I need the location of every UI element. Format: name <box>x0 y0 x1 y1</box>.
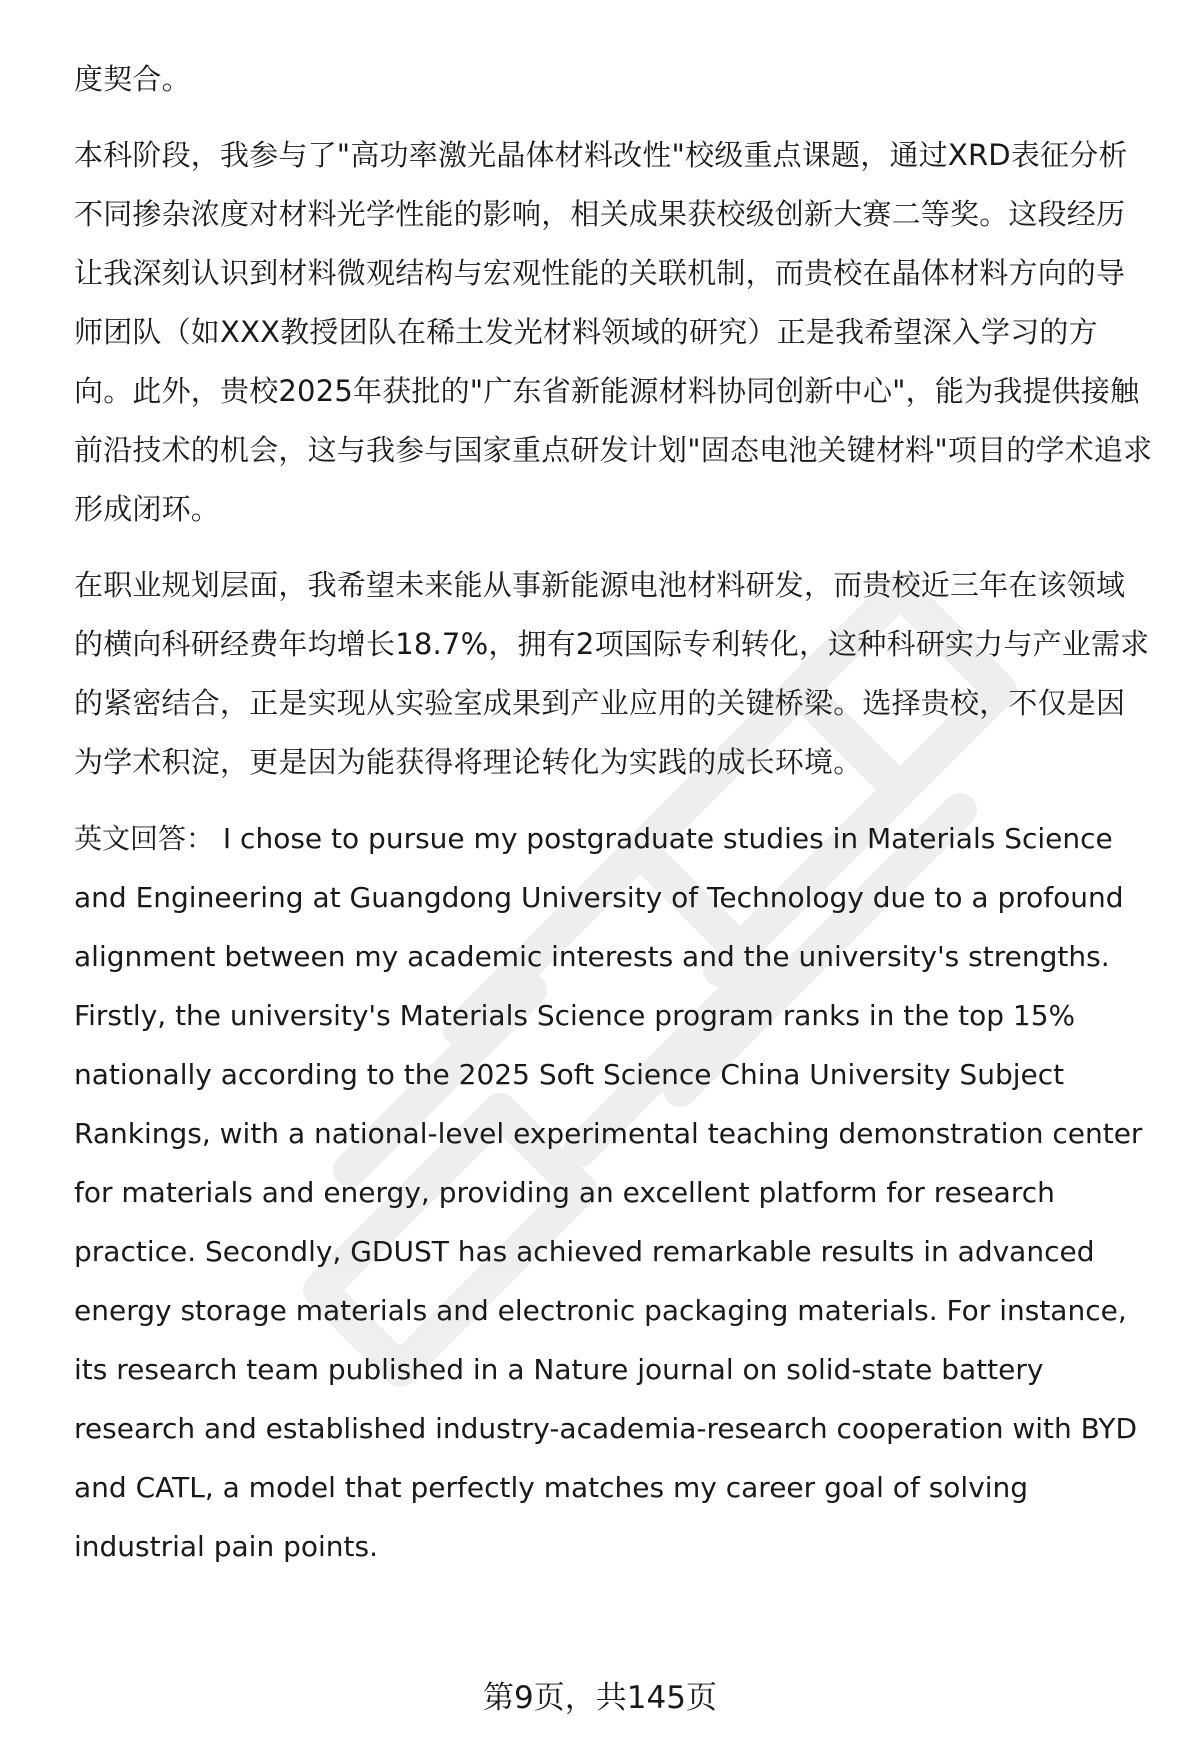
page-number: 第9页，共145页 <box>483 1680 717 1716</box>
paragraph-intro-end: 度契合。 <box>74 62 191 96</box>
paragraph-english-answer: 英文回答： I chose to pursue my postgraduate studies in Materials Science and Engineering at Guangdong University of Technology due to a profound alignment between my academic interests and the university's strengths. Firstly, the university's Materials Science program ranks in the top 15% nationally according to the 2025 Soft Science China University Subject Rankings, with a national-level experimental teaching demonstration center for materials and energy, providing an excellent platform for research practice. Secondly, GDUST has achieved remarkable results in advanced energy storage materials and electronic packaging materials. For instance, its research team published in a Nature journal on solid-state battery research and established industry-academia-research cooperation with BYD and CATL, a model that perfectly matches my career goal of solving industrial pain points. <box>74 822 1143 1563</box>
paragraph-career-plan: 在职业规划层面，我希望未来能从事新能源电池材料研发，而贵校近三年在该领域的横向科研经费年均增长18.7%，拥有2项国际专利转化，这种科研实力与产业需求的紧密结合，正是实现从实验室成果到产业应用的关键桥梁。选择贵校，不仅是因为学术积淀，更是因为能获得将理论转化为实践的成长环境。 <box>74 568 1150 779</box>
document-body <box>74 50 1154 1576</box>
paragraph-undergraduate: 本科阶段，我参与了"高功率激光晶体材料改性"校级重点课题，通过XRD表征分析不同掺杂浓度对材料光学性能的影响，相关成果获校级创新大赛二等奖。这段经历让我深刻认识到材料微观结构与宏观性能的关联机制，而贵校在晶体材料方向的导师团队（如XXX教授团队在稀土发光材料领域的研究）正是我希望深入学习的方向。此外，贵校2025年获批的"广东省新能源材料协同创新中心"，能为我提供接触前沿技术的机会，这与我参与国家重点研发计划"固态电池关键材料"项目的学术追求形成闭环。 <box>74 138 1153 526</box>
